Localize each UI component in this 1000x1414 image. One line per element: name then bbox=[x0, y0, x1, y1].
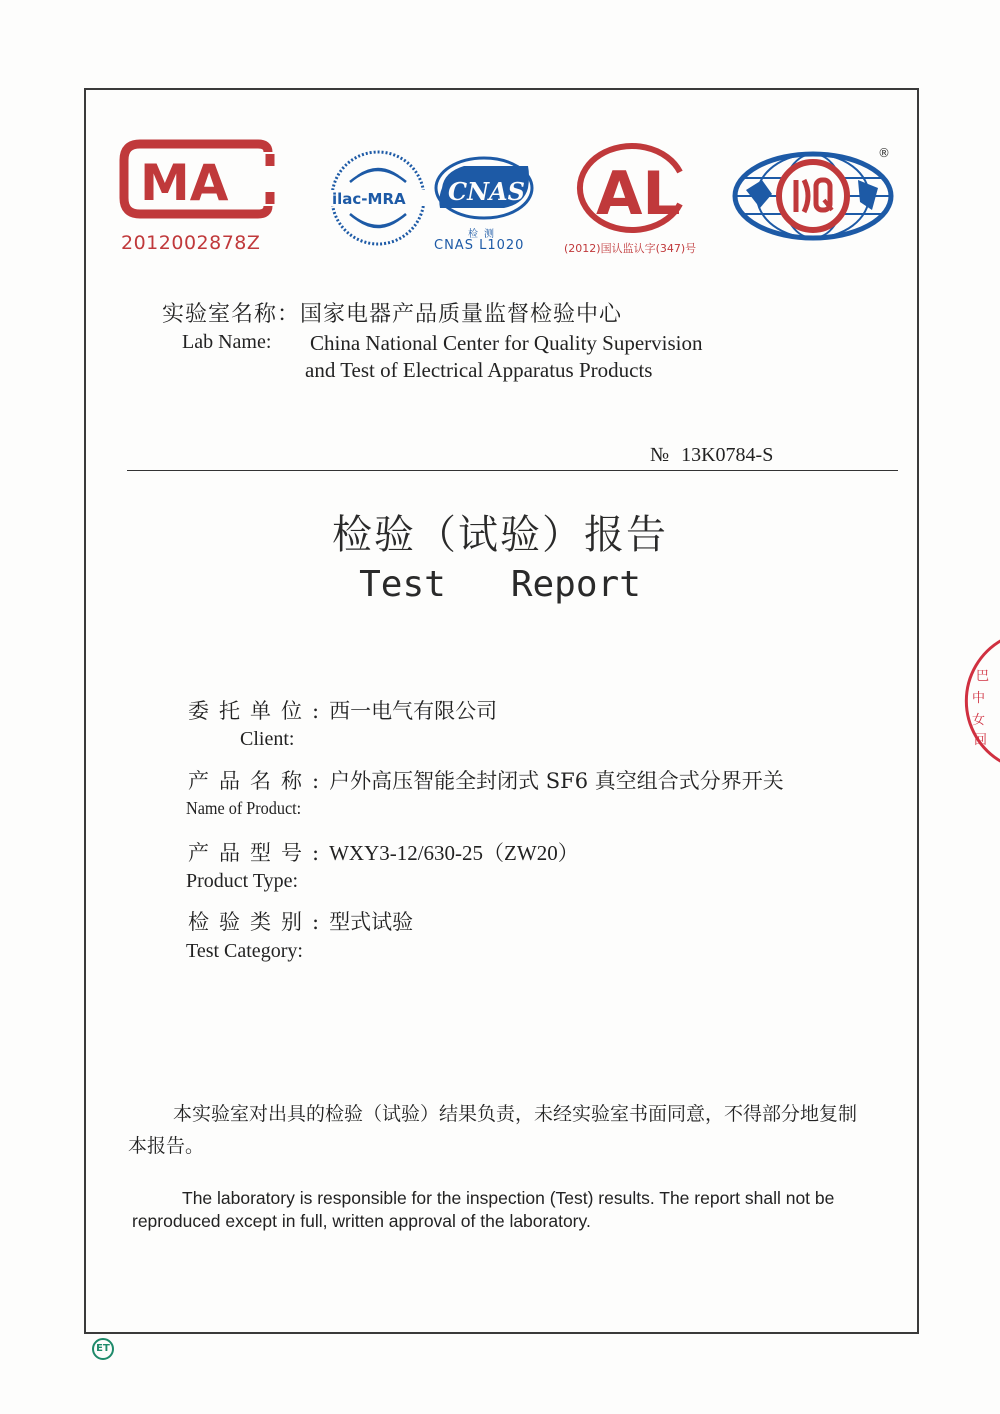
et-mark-icon: ET bbox=[92, 1338, 114, 1360]
test-category-label-en: Test Category: bbox=[186, 940, 303, 962]
field-product-name-cn bbox=[188, 765, 784, 795]
lab-name-cn bbox=[162, 297, 622, 328]
product-name-value: 户外高压智能全封闭式 SF6 真空组合式分界开关 bbox=[329, 769, 784, 793]
client-label-cn: 委托单位: bbox=[188, 699, 330, 723]
ilac-mra-logo-icon bbox=[328, 148, 428, 248]
svg-text:CNAS: CNAS bbox=[448, 177, 525, 206]
svg-text:巴: 巴 bbox=[976, 669, 990, 684]
lab-name-cn-label: 实验室名称： bbox=[162, 302, 301, 327]
cal-logo-icon bbox=[576, 142, 690, 234]
header-divider bbox=[127, 470, 898, 471]
notice-en: The laboratory is responsible for the inspection (Test) results. The report shall not be reproduced except in full, written approval of the laboratory. bbox=[132, 1188, 835, 1231]
field-test-category-cn bbox=[188, 906, 413, 936]
svg-text:中: 中 bbox=[972, 691, 986, 706]
cqc-globe-logo-icon bbox=[732, 150, 894, 242]
cnas-sub-label: 检测 bbox=[468, 229, 500, 240]
report-title-en: Test Report bbox=[359, 564, 641, 605]
lab-name-en-line2: and Test of Electrical Apparatus Products bbox=[305, 358, 653, 382]
field-client-cn bbox=[188, 695, 497, 725]
product-name-label-en: Name of Product: bbox=[186, 798, 302, 818]
product-type-label-cn: 产品型号: bbox=[188, 841, 330, 865]
lab-name-cn-value: 国家电器产品质量监督检验中心 bbox=[300, 302, 623, 327]
client-label-en: Client: bbox=[240, 728, 295, 750]
official-seal-icon bbox=[962, 636, 1000, 766]
svg-text:AL: AL bbox=[596, 159, 681, 229]
cma-logo-icon bbox=[118, 138, 280, 220]
svg-text:女: 女 bbox=[972, 713, 986, 728]
report-title-cn: 检验（试验）报告 bbox=[332, 512, 668, 558]
client-value: 西一电气有限公司 bbox=[329, 699, 498, 723]
lab-name-en-label: Lab Name: bbox=[182, 331, 272, 353]
product-type-label-en: Product Type: bbox=[186, 870, 299, 892]
registered-mark: ® bbox=[878, 146, 890, 160]
report-number-value: 13K0784-S bbox=[681, 444, 774, 466]
svg-text:ilac-MRA: ilac-MRA bbox=[332, 190, 406, 208]
svg-text:MA: MA bbox=[140, 154, 229, 212]
lab-name-en-line1: China National Center for Quality Supervision bbox=[310, 331, 703, 355]
field-product-type-cn bbox=[188, 837, 579, 867]
cal-code: (2012)国认监认字(347)号 bbox=[564, 242, 697, 255]
test-category-label-cn: 检验类别: bbox=[188, 910, 330, 934]
svg-text:回: 回 bbox=[974, 733, 988, 748]
cnas-code: CNAS L1020 bbox=[434, 238, 525, 253]
notice-cn: 本实验室对出具的检验（试验）结果负责，未经实验室书面同意，不得部分地复制本报告。 bbox=[128, 1103, 858, 1157]
report-number bbox=[650, 444, 773, 467]
product-type-value: WXY3-12/630-25（ZW20） bbox=[329, 841, 579, 865]
number-symbol: № bbox=[650, 444, 670, 466]
test-category-value: 型式试验 bbox=[329, 910, 414, 934]
cnas-logo-icon bbox=[432, 152, 536, 224]
cma-code: 2012002878Z bbox=[121, 232, 261, 254]
product-name-label-cn: 产品名称: bbox=[188, 769, 330, 793]
